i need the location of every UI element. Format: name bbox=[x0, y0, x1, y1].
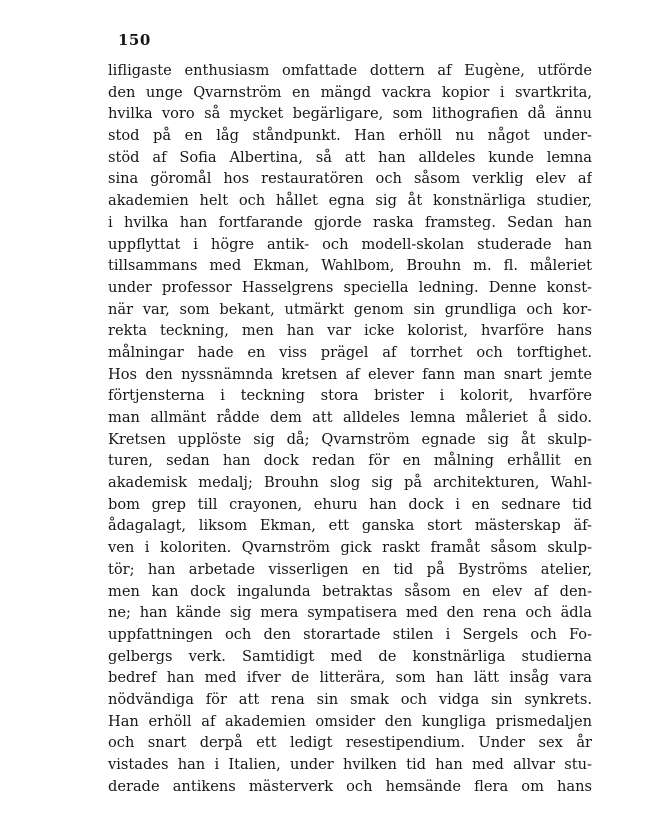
text-line: uppfattningen och den storartade stilen i Sergels och Fo- bbox=[108, 625, 592, 643]
text-line: hvilka voro så mycket begärligare, som lithografien då ännu bbox=[108, 105, 592, 123]
text-line: stöd af Sofia Albertina, så att han alldeles kunde lemna bbox=[108, 148, 592, 166]
text-line: man allmänt rådde dem att alldeles lemna måleriet å sido. bbox=[108, 409, 592, 426]
text-line: bedref han med ifver de litterära, som han lätt insåg vara bbox=[108, 669, 592, 687]
text-line: ne; han kände sig mera sympatisera med den rena och ädla bbox=[108, 604, 592, 622]
text-line: lifligaste enthusiasm omfattade dottern af Eugène, utförde bbox=[108, 62, 592, 79]
text-line: när var, som bekant, utmärkt genom sin grundliga och kor- bbox=[108, 300, 592, 318]
text-line: under professor Hasselgrens speciella ledning. Denne konst- bbox=[108, 278, 592, 296]
text-line: tör; han arbetade visserligen en tid på Byströms atelier, bbox=[108, 560, 592, 578]
text-line: nödvändiga för att rena sin smak och vidga sin synkrets. bbox=[108, 690, 592, 708]
text-line: vistades han i Italien, under hvilken tid han med allvar stu- bbox=[108, 756, 592, 773]
text-line: målningar hade en viss prägel af torrhet och torftighet. bbox=[108, 343, 592, 361]
text-line: i hvilka han fortfarande gjorde raska framsteg. Sedan han bbox=[108, 213, 592, 231]
text-line: Han erhöll af akademien omsider den kungliga prismedaljen bbox=[108, 712, 592, 730]
text-line: gelbergs verk. Samtidigt med de konstnärliga studierna bbox=[108, 647, 592, 665]
text-line: ådagalagt, liksom Ekman, ett ganska stort mästerskap äf- bbox=[108, 517, 592, 535]
text-line: turen, sedan han dock redan för en målning erhållit en bbox=[108, 452, 592, 470]
body-text bbox=[108, 60, 592, 797]
text-line: men kan dock ingalunda betraktas såsom en elev af den- bbox=[108, 582, 592, 600]
text-line: rekta teckning, men han var icke kolorist, hvarföre hans bbox=[108, 322, 592, 340]
text-line: Hos den nyssnämnda kretsen af elever fann man snart jemte bbox=[108, 365, 592, 383]
text-line: den unge Qvarnström en mängd vackra kopior i svartkrita, bbox=[108, 83, 592, 101]
text-line: sina göromål hos restauratören och såsom verklig elev af bbox=[108, 170, 592, 188]
text-line: Kretsen upplöste sig då; Qvarnström egnade sig åt skulp- bbox=[108, 430, 592, 448]
text-line: derade antikens mästerverk och hemsände flera om hans bbox=[108, 777, 592, 795]
text-line: bom grep till crayonen, ehuru han dock i en sednare tid bbox=[108, 495, 592, 513]
text-line: förtjensterna i teckning stora brister i kolorit, hvarföre bbox=[108, 387, 592, 405]
page-number: 150 bbox=[118, 31, 151, 49]
text-line: tillsammans med Ekman, Wahlbom, Brouhn m. fl. måleriet bbox=[108, 257, 592, 275]
text-line: uppflyttat i högre antik- och modell-skolan studerade han bbox=[108, 235, 592, 253]
text-line: och snart derpå ett ledigt resestipendium. Under sex år bbox=[108, 734, 592, 752]
text-line: stod på en låg ståndpunkt. Han erhöll nu något under- bbox=[108, 127, 592, 145]
text-line: akademisk medalj; Brouhn slog sig på architekturen, Wahl- bbox=[108, 474, 592, 492]
text-line: ven i koloriten. Qvarnström gick raskt framåt såsom skulp- bbox=[108, 539, 592, 557]
text-line: akademien helt och hållet egna sig åt konstnärliga studier, bbox=[108, 192, 592, 210]
